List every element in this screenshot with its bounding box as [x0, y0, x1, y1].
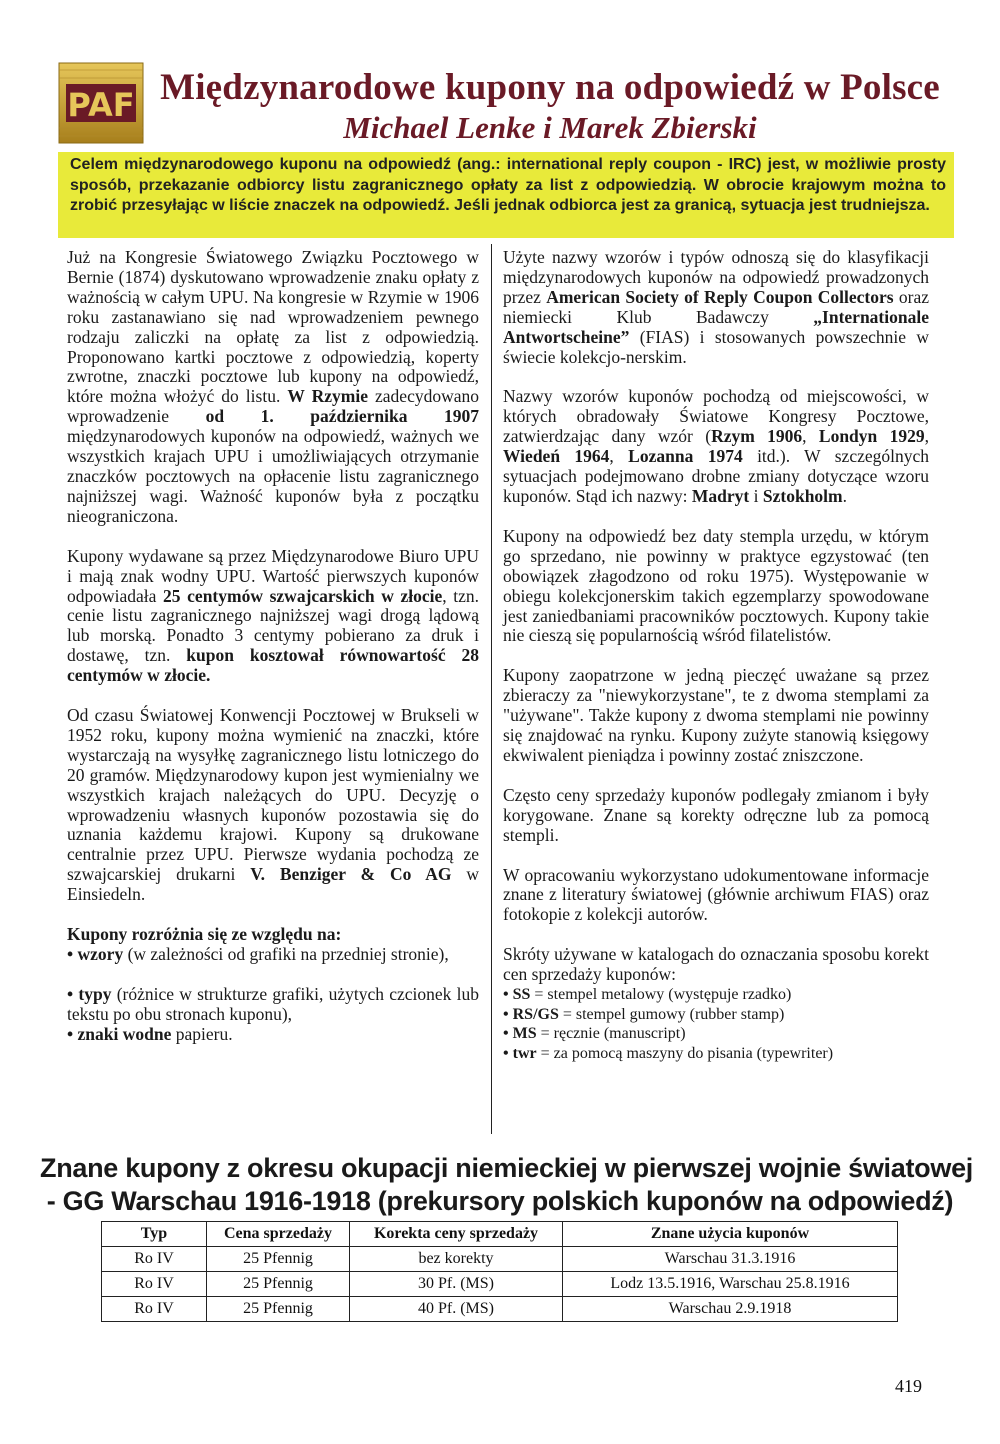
- column-header: Znane użycia kuponów: [563, 1222, 898, 1247]
- column-header: Korekta ceny sprzedaży: [350, 1222, 563, 1247]
- logo-text: PAF: [67, 86, 135, 124]
- right-column: [503, 248, 929, 1063]
- table-cell: Warschau 2.9.1918: [563, 1297, 898, 1322]
- distinguish-list: [67, 925, 479, 1045]
- table-cell: bez korekty: [350, 1247, 563, 1272]
- table-header-row: [102, 1222, 898, 1247]
- table-cell: Ro IV: [102, 1272, 207, 1297]
- list-item: • twr = za pomocą maszyny do pisania (typewriter): [503, 1044, 834, 1062]
- right-paragraph-6: W opracowaniu wykorzystano udokumentowane informacje znane z literatury światowej (głównie archiwum FIAS) oraz fotokopie z kolekcji autorów.: [503, 864, 929, 925]
- right-paragraph-3: Kupony na odpowiedź bez daty stempla urzędu, w którym go sprzedano, nie powinny w praktyce egzystować (ten obowiązek złagodzono od roku 1975). Występowanie w obiegu kolekcjonerskim takich egzemplarzy spowodowane jest zaniedbaniami pracowników pocztowych. Kupony takie nie cieszą się popularnością wśród filatelistów.: [503, 525, 929, 646]
- authors: Michael Lenke i Marek Zbierski: [343, 110, 757, 145]
- list-item: • SS = stempel metalowy (występuje rzadko): [503, 986, 792, 1004]
- section-title: Znane kupony z okresu okupacji niemieckiej w pierwszej wojnie światowej - GG Warschau 1916-1918 (prekursory polskich kuponów na odpowiedź): [40, 1153, 973, 1216]
- page-title: Międzynarodowe kupony na odpowiedź w Polsce: [160, 67, 940, 108]
- table-cell: 25 Pfennig: [207, 1272, 350, 1297]
- right-paragraph-4: Kupony zaopatrzone w jedną pieczęć uważane są przez zbieraczy za "niewykorzystane", te z dwoma stemplami za "używane". Także kupony z dwoma stemplami nie powinny się znajdować na rynku. Kupony zużyte stanowią księgowy ekwiwalent pieniądza i powinny zostać zniszczone.: [503, 665, 929, 765]
- column-divider: [491, 244, 492, 1134]
- left-paragraph-3: Od czasu Światowej Konwencji Pocztowej w Brukseli w 1952 roku, kupony można wymienić na znaczki, które wystarczają na wysyłkę zagranicznego listu lotniczego do 20 gramów. Międzynarodowy kupon jest wymienialny we wszystkich krajach należących do UPU. Decyzję o wprowadzeniu własnych kuponów pozostawia się do uznania każdemu krajowi. Kupony są drukowane centralnie przez UPU. Pierwsze wydania pochodzą ze szwajcarskiej drukarni V. Benziger & Co AG w Einsiedeln.: [67, 705, 480, 905]
- table-cell: 25 Pfennig: [207, 1297, 350, 1322]
- table-row: [102, 1247, 898, 1272]
- right-paragraph-2: Nazwy wzorów kuponów pochodzą od miejscowości, w których obradowały Światowe Kongresy Pocztowe, zatwierdzając dany wzór (Rzym 1906, Londyn 1929, Wiedeń 1964, Lozanna 1974 itd.). W szczególnych sytuacjach podejmowano drobne zmiany dotyczące wzoru kuponów. Stąd ich nazwy: Madryt i Sztokholm.: [503, 386, 930, 506]
- right-paragraph-1: Użyte nazwy wzorów i typów odnoszą się do klasyfikacji międzynarodowych kuponów na odpowiedź prowadzonych przez American Society of Reply Coupon Collectors oraz niemiecki Klub Badawczy „Internationale Antwortscheine” (FIAS) i stosowanych powszechnie w świecie kolekcjo-nerskim.: [503, 247, 929, 367]
- right-paragraph-7: Skróty używane w katalogach do oznaczania sposobu korekt cen sprzedaży kuponów:: [503, 944, 929, 985]
- paf-logo: [58, 62, 144, 144]
- list-item: • MS = ręcznie (manuscript): [503, 1025, 686, 1043]
- right-paragraph-5: Często ceny sprzedaży kuponów podlegały zmianom i były korygowane. Znane są korekty odręczne lub za pomocą stempli.: [503, 784, 929, 845]
- table-cell: 25 Pfennig: [207, 1247, 350, 1272]
- left-paragraph-2: Kupony wydawane są przez Międzynarodowe Biuro UPU i mają znak wodny UPU. Wartość pierwszych kuponów odpowiadała 25 centymów szwajcarskich w złocie, tzn. cenie listu zagranicznego najniższej wagi drogą lądową lub morską. Ponadto 3 centymy pobierano za druk i dostawę, tzn. kupon kosztował równowartość 28 centymów w złocie.: [67, 545, 479, 686]
- table-cell: 30 Pf. (MS): [350, 1272, 563, 1297]
- list-item: • RS/GS = stempel gumowy (rubber stamp): [503, 1005, 785, 1023]
- column-header: Cena sprzedaży: [207, 1222, 350, 1247]
- intro-highlight: Celem międzynarodowego kuponu na odpowiedź (ang.: international reply coupon - IRC) jest, w możliwie prosty sposób, przekazanie odbiorcy listu zagranicznego opłaty za list z odpowiedzią. W obrocie krajowym można to zrobić przesyłając w liście znaczek na odpowiedź. Jeśli jednak odbiorca jest za granicą, sytuacja jest trudniejsza.: [58, 152, 954, 238]
- table-cell: 40 Pf. (MS): [350, 1297, 563, 1322]
- left-paragraph-1: Już na Kongresie Światowego Związku Pocztowego w Bernie (1874) dyskutowano wprowadzenie znaku opłaty z ważnością w całym UPU. Na kongresie w Rzymie w 1906 roku zastanawiano się nad wprowadzeniem pewnego rodzaju zaliczki na opłatę za list z odpowiedzią. Proponowano kartki pocztowe z odpowiedzią, koperty zwrotne, znaczki pocztowe lub kupony na odpowiedź, które można włożyć do listu. W Rzymie zadecydowano wprowadzenie od 1. października 1907 międzynarodowych kuponów na odpowiedź, ważnych we wszystkich krajach UPU i umożliwiających otrzymanie znaczków pocztowych na opłacenie listu zagranicznego najniższej wagi. Ważność kuponów była z początku nieograniczona.: [67, 247, 479, 526]
- table-cell: Warschau 31.3.1916: [563, 1247, 898, 1272]
- known-coupons-table: [101, 1221, 898, 1322]
- table-row: [102, 1272, 898, 1297]
- column-header: Typ: [102, 1222, 207, 1247]
- table-cell: Ro IV: [102, 1297, 207, 1322]
- list-item: • znaki wodne papieru.: [67, 1023, 233, 1044]
- distinguish-heading: Kupony rozróżnia się ze względu na:: [67, 924, 342, 945]
- abbreviation-list: [503, 985, 929, 1063]
- table-cell: Lodz 13.5.1916, Warschau 25.8.1916: [563, 1272, 898, 1297]
- left-column: [67, 248, 479, 1045]
- list-item: • typy (różnice w strukturze grafiki, użytych czcionek lub tekstu po obu stronach kuponu),: [67, 983, 480, 1024]
- table-cell: Ro IV: [102, 1247, 207, 1272]
- table-row: [102, 1297, 898, 1322]
- list-item: • wzory (w zależności od grafiki na przedniej stronie),: [67, 944, 449, 964]
- page-number: 419: [895, 1376, 922, 1396]
